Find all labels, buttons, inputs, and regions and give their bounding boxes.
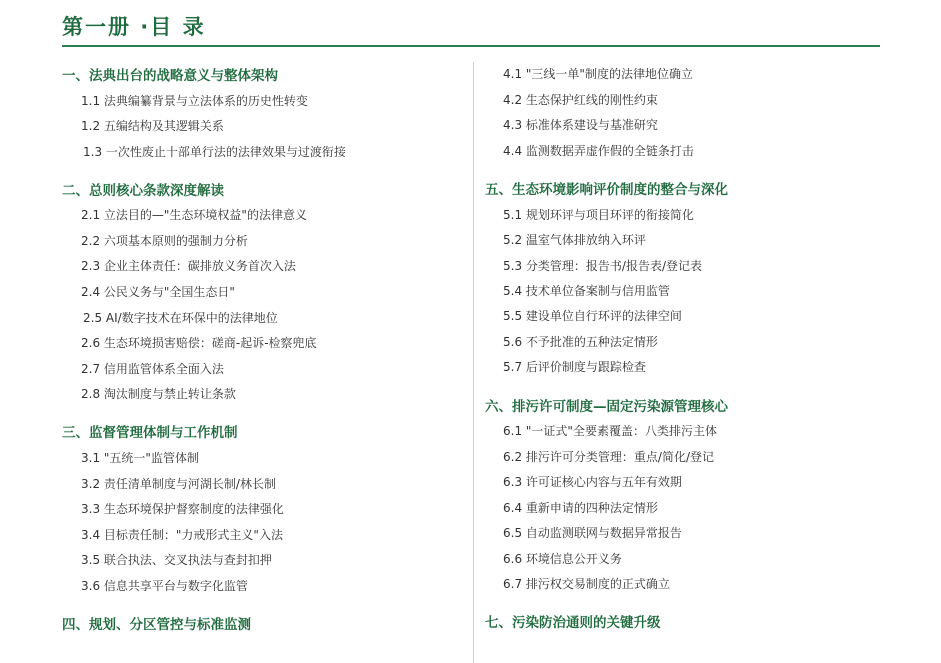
toc-item[interactable]: 3.6 信息共享平台与数字化监管 [81, 579, 248, 593]
toc-item[interactable]: 5.1 规划环评与项目环评的衔接简化 [503, 208, 694, 222]
toc-item[interactable]: 2.3 企业主体责任：碳排放义务首次入法 [81, 259, 296, 273]
section-heading[interactable]: 四、规划、分区管控与标准监测 [62, 617, 251, 633]
toc-item[interactable]: 5.2 温室气体排放纳入环评 [503, 233, 646, 247]
toc-item[interactable]: 4.2 生态保护红线的刚性约束 [503, 93, 658, 107]
toc-item[interactable]: 1.1 法典编纂背景与立法体系的历史性转变 [81, 94, 308, 108]
section-heading[interactable]: 二、总则核心条款深度解读 [62, 183, 224, 199]
toc-item[interactable]: 2.4 公民义务与"全国生态日" [81, 285, 235, 299]
toc-item[interactable]: 6.4 重新申请的四种法定情形 [503, 501, 658, 515]
toc-item[interactable]: 2.1 立法目的—"生态环境权益"的法律意义 [81, 208, 307, 222]
toc-item[interactable]: 6.6 环境信息公开义务 [503, 552, 622, 566]
toc-item[interactable]: 4.4 监测数据弄虚作假的全链条打击 [503, 144, 694, 158]
section-heading[interactable]: 一、法典出台的战略意义与整体架构 [62, 68, 278, 84]
toc-item[interactable]: 3.3 生态环境保护督察制度的法律强化 [81, 502, 284, 516]
toc-item[interactable]: 2.5 AI/数字技术在环保中的法律地位 [83, 311, 278, 325]
toc-item[interactable]: 6.1 "一证式"全要素覆盖：八类排污主体 [503, 424, 717, 438]
toc-item[interactable]: 1.3 一次性废止十部单行法的法律效果与过渡衔接 [83, 145, 346, 159]
toc-item[interactable]: 6.2 排污许可分类管理：重点/简化/登记 [503, 450, 714, 464]
toc-item[interactable]: 6.7 排污权交易制度的正式确立 [503, 577, 670, 591]
toc-item[interactable]: 6.3 许可证核心内容与五年有效期 [503, 475, 682, 489]
section-heading[interactable]: 三、监督管理体制与工作机制 [62, 425, 238, 441]
toc-item[interactable]: 5.6 不予批准的五种法定情形 [503, 335, 658, 349]
toc-item[interactable]: 3.2 责任清单制度与河湖长制/林长制 [81, 477, 276, 491]
section-heading[interactable]: 五、生态环境影响评价制度的整合与深化 [485, 182, 728, 198]
toc-item[interactable]: 4.3 标准体系建设与基准研究 [503, 118, 658, 132]
toc-item[interactable]: 3.4 目标责任制："力戒形式主义"入法 [81, 528, 283, 542]
toc-item[interactable]: 4.1 "三线一单"制度的法律地位确立 [503, 67, 693, 81]
toc-item[interactable]: 1.2 五编结构及其逻辑关系 [81, 119, 224, 133]
toc-item[interactable]: 5.4 技术单位备案制与信用监管 [503, 284, 670, 298]
toc-item[interactable]: 2.7 信用监管体系全面入法 [81, 362, 224, 376]
toc-item[interactable]: 5.3 分类管理：报告书/报告表/登记表 [503, 259, 702, 273]
title-divider [62, 45, 880, 47]
toc-item[interactable]: 3.1 "五统一"监管体制 [81, 451, 199, 465]
toc-item[interactable]: 2.8 淘汰制度与禁止转让条款 [81, 387, 236, 401]
column-divider [473, 62, 474, 663]
toc-item[interactable]: 5.7 后评价制度与跟踪检查 [503, 360, 646, 374]
toc-item[interactable]: 3.5 联合执法、交叉执法与查封扣押 [81, 553, 272, 567]
toc-item[interactable]: 6.5 自动监测联网与数据异常报告 [503, 526, 682, 540]
toc-item[interactable]: 2.6 生态环境损害赔偿：磋商-起诉-检察兜底 [81, 336, 317, 350]
section-heading[interactable]: 六、排污许可制度—固定污染源管理核心 [485, 399, 728, 415]
section-heading[interactable]: 七、污染防治通则的关键升级 [485, 615, 661, 631]
page-title: 第一册 ·目 录 [62, 15, 206, 39]
toc-item[interactable]: 2.2 六项基本原则的强制力分析 [81, 234, 248, 248]
toc-item[interactable]: 5.5 建设单位自行环评的法律空间 [503, 309, 682, 323]
